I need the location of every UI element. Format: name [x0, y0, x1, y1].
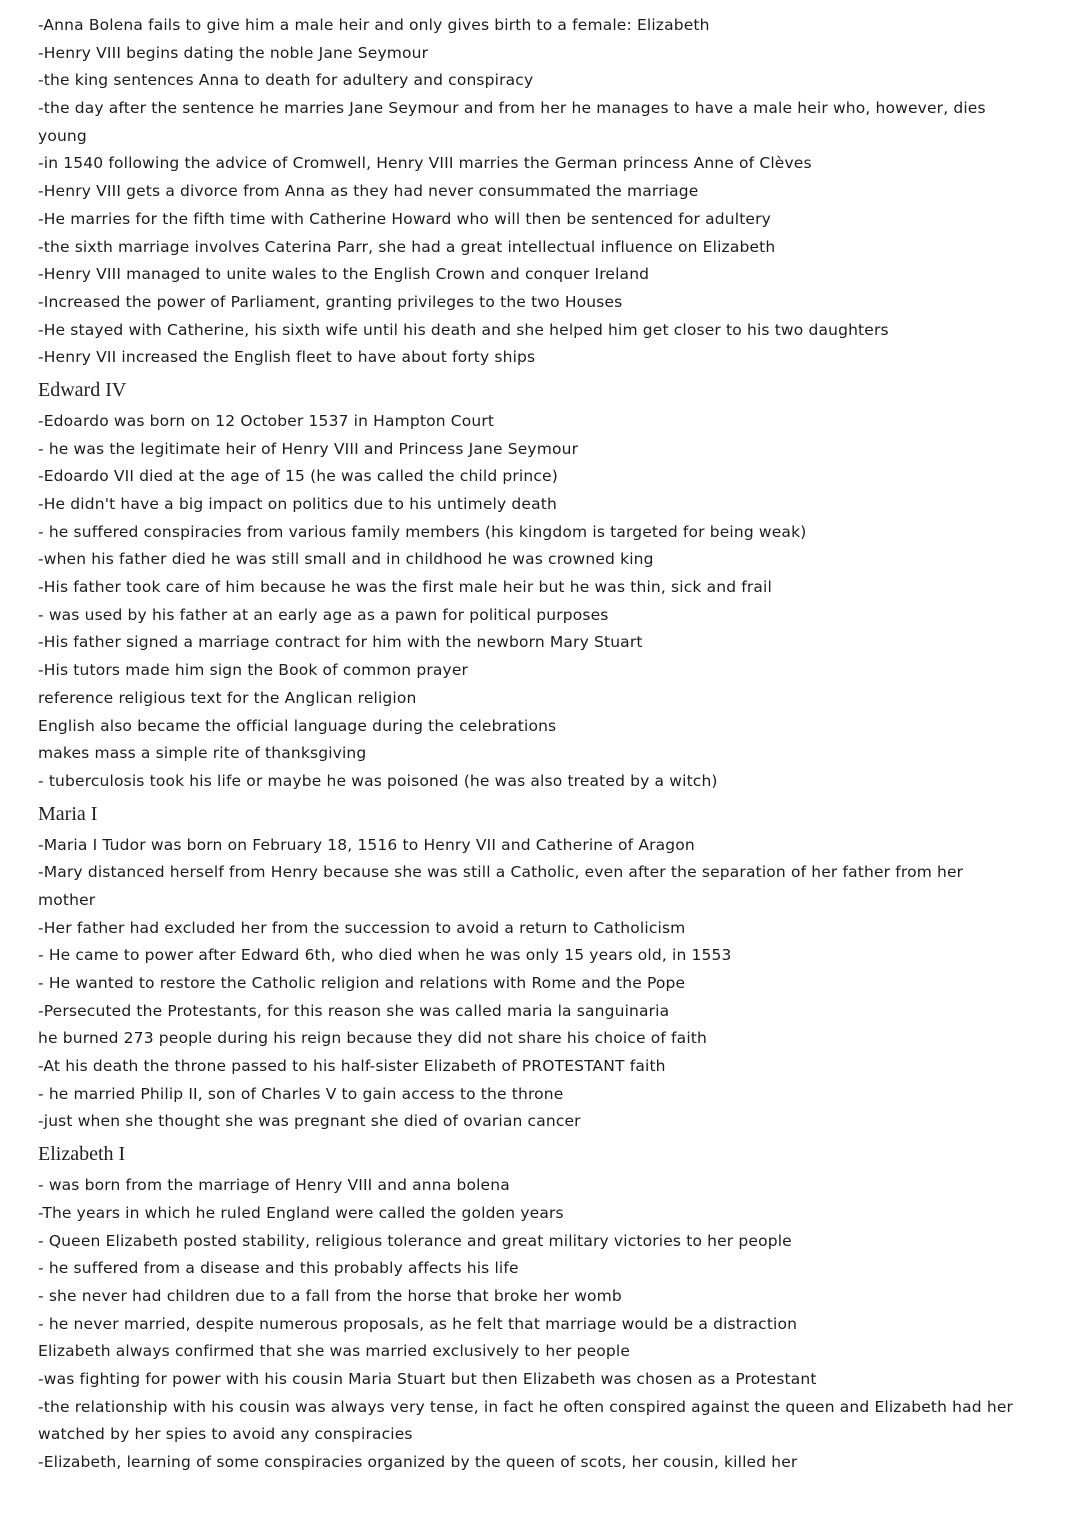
note-line: -Her father had excluded her from the succession to avoid a return to Catholicism	[38, 918, 686, 937]
note-line: -Maria I Tudor was born on February 18, 1516 to Henry VII and Catherine of Aragon	[38, 835, 695, 854]
note-line: -His tutors made him sign the Book of common prayer	[38, 661, 469, 680]
section-heading-edward: Edward IV	[38, 378, 127, 401]
note-line: Elizabeth always confirmed that she was married exclusively to her people	[38, 1342, 631, 1361]
note-line: -the day after the sentence he marries Jane Seymour and from her he manages to have a male heir who, however, dies	[38, 99, 986, 118]
note-line: -Mary distanced herself from Henry because she was still a Catholic, even after the separation of her father from her	[38, 863, 964, 882]
note-line: -Elizabeth, learning of some conspiracies organized by the queen of scots, her cousin, killed her	[38, 1453, 798, 1471]
note-line: - he suffered from a disease and this probably affects his life	[38, 1259, 519, 1278]
note-line: -Henry VII increased the English fleet to have about forty ships	[38, 348, 536, 367]
note-line: he burned 273 people during his reign because they did not share his choice of faith	[38, 1029, 707, 1048]
note-line: -in 1540 following the advice of Cromwell, Henry VIII marries the German princess Anne of Clèves	[38, 154, 812, 173]
note-line: young	[38, 126, 87, 145]
note-line: -Henry VIII begins dating the noble Jane Seymour	[38, 43, 429, 62]
note-line: makes mass a simple rite of thanksgiving	[38, 744, 367, 763]
note-line: -Anna Bolena fails to give him a male heir and only gives birth to a female: Elizabeth	[38, 16, 710, 34]
note-line: - was used by his father at an early age as a pawn for political purposes	[38, 605, 609, 624]
note-line: - tuberculosis took his life or maybe he was poisoned (he was also treated by a witch)	[38, 771, 718, 790]
section-heading-elizabeth: Elizabeth I	[38, 1143, 126, 1166]
note-line: - he married Philip II, son of Charles V to gain access to the throne	[38, 1084, 564, 1103]
note-line: -His father signed a marriage contract for him with the newborn Mary Stuart	[38, 633, 643, 652]
intro-section	[38, 12, 1038, 372]
note-line: - was born from the marriage of Henry VIII and anna bolena	[38, 1176, 510, 1195]
note-line: -Persecuted the Protestants, for this reason she was called maria la sanguinaria	[38, 1001, 670, 1020]
note-line: -the sixth marriage involves Caterina Parr, she had a great intellectual influence on Elizabeth	[38, 237, 776, 256]
note-line: -At his death the throne passed to his half-sister Elizabeth of PROTESTANT faith	[38, 1057, 666, 1076]
note-line: -the relationship with his cousin was always very tense, in fact he often conspired against the queen and Elizabeth had her	[38, 1397, 1014, 1416]
maria-section	[38, 798, 1038, 1137]
note-line: -when his father died he was still small and in childhood he was crowned king	[38, 550, 654, 569]
note-line: -Increased the power of Parliament, granting privileges to the two Houses	[38, 292, 623, 311]
note-line: - He wanted to restore the Catholic religion and relations with Rome and the Pope	[38, 974, 686, 992]
note-line: -Edoardo was born on 12 October 1537 in Hampton Court	[38, 411, 495, 430]
note-line: -was fighting for power with his cousin Maria Stuart but then Elizabeth was chosen as a Protestant	[38, 1369, 817, 1388]
elizabeth-section	[38, 1138, 1038, 1477]
note-line: - he never married, despite numerous proposals, as he felt that marriage would be a distraction	[38, 1314, 798, 1333]
note-line: - he suffered conspiracies from various family members (his kingdom is targeted for being weak)	[38, 522, 807, 541]
note-line: -Edoardo VII died at the age of 15 (he was called the child prince)	[38, 467, 558, 486]
note-line: watched by her spies to avoid any conspiracies	[38, 1425, 413, 1444]
note-line: -the king sentences Anna to death for adultery and conspiracy	[38, 71, 534, 90]
note-line: -He marries for the fifth time with Catherine Howard who will then be sentenced for adultery	[38, 209, 771, 228]
note-line: mother	[38, 890, 96, 909]
note-line: -He didn't have a big impact on politics due to his untimely death	[38, 495, 557, 513]
section-heading-maria: Maria I	[38, 802, 98, 825]
note-line: -just when she thought she was pregnant she died of ovarian cancer	[38, 1112, 581, 1131]
note-line: - she never had children due to a fall from the horse that broke her womb	[38, 1286, 622, 1305]
note-line: -Henry VIII managed to unite wales to the English Crown and conquer Ireland	[38, 265, 650, 284]
notes-page	[38, 12, 1038, 1477]
note-line: -His father took care of him because he was the first male heir but he was thin, sick and frail	[38, 578, 772, 597]
note-line: -The years in which he ruled England were called the golden years	[38, 1203, 564, 1222]
note-line: - He came to power after Edward 6th, who died when he was only 15 years old, in 1553	[38, 946, 732, 965]
note-line: - he was the legitimate heir of Henry VIII and Princess Jane Seymour	[38, 439, 579, 458]
edward-section	[38, 374, 1038, 796]
note-line: reference religious text for the Anglican religion	[38, 688, 417, 707]
note-line: English also became the official language during the celebrations	[38, 716, 557, 735]
note-line: -Henry VIII gets a divorce from Anna as they had never consummated the marriage	[38, 182, 699, 201]
note-line: - Queen Elizabeth posted stability, religious tolerance and great military victories to her people	[38, 1231, 792, 1250]
note-line: -He stayed with Catherine, his sixth wife until his death and she helped him get closer to his two daughters	[38, 320, 889, 339]
